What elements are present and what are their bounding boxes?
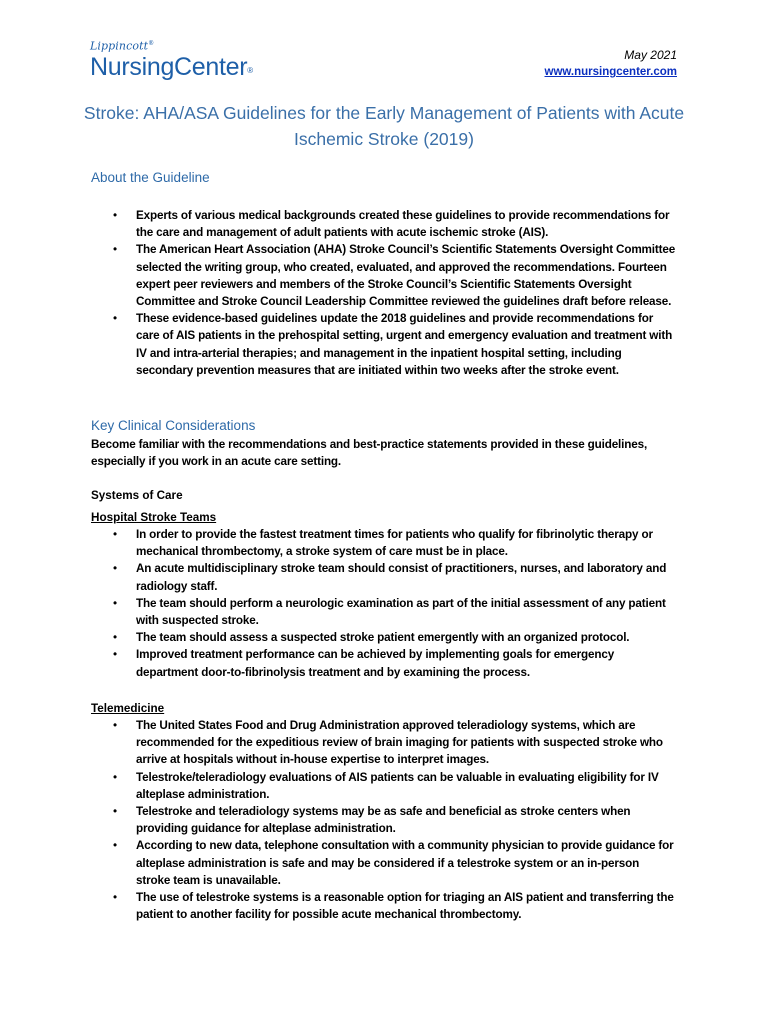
list-item: • Telestroke and teleradiology systems may be as safe and beneficial as stroke centers when providing guidance for alteplase administration. [91, 803, 676, 837]
nursingcenter-logo [90, 38, 253, 81]
hospital-stroke-teams-heading: Hospital Stroke Teams [91, 511, 217, 524]
list-item: • The American Heart Association (AHA) Stroke Council’s Scientific Statements Oversight Committee selected the writing group, who created, evaluated, and approved the recommendations. Fourteen expert peer reviewers and members of the Stroke Council’s Scientific Statements Oversight Committee and Stroke Council Leadership Committee reviewed the guidelines draft before release. [91, 241, 676, 310]
key-considerations-intro: Become familiar with the recommendations and best-practice statements provided in these guidelines, especially if you work in an acute care setting. [91, 438, 648, 469]
list-item: • An acute multidisciplinary stroke team should consist of practitioners, nurses, and laboratory and radiology staff. [91, 560, 676, 594]
list-item: • In order to provide the fastest treatment times for patients who qualify for fibrinolytic therapy or mechanical thrombectomy, a stroke system of care must be in place. [91, 526, 676, 560]
list-item: • The use of telestroke systems is a reasonable option for triaging an AIS patient and transferring the patient to another facility for possible acute mechanical thrombectomy. [91, 889, 676, 923]
list-item: • The United States Food and Drug Administration approved teleradiology systems, which are recommended for the expeditious review of brain imaging for patients with suspected stroke who arrive at hospitals without in-house expertise to interpret images. [91, 717, 676, 769]
about-list [91, 207, 676, 379]
website-link[interactable]: www.nursingcenter.com [544, 66, 677, 78]
logo-lippincott: Lippincott® [90, 39, 155, 53]
systems-of-care-heading: Systems of Care [91, 489, 183, 502]
list-item: • These evidence-based guidelines update the 2018 guidelines and provide recommendations for care of AIS patients in the prehospital setting, urgent and emergency evaluation and treatment with IV and intra-arterial therapies; and management in the inpatient hospital setting, including secondary prevention measures that are initiated within two weeks after the stroke event. [91, 310, 676, 379]
logo-nursingcenter: NursingCenter® [90, 52, 253, 81]
key-considerations-heading: Key Clinical Considerations [91, 418, 256, 433]
telemedicine-heading: Telemedicine [91, 702, 165, 715]
hospital-stroke-teams-list [91, 526, 676, 681]
list-item: • The team should assess a suspected stroke patient emergently with an organized protocol. [91, 629, 676, 646]
list-item: • Improved treatment performance can be achieved by implementing goals for emergency department door-to-fibrinolysis treatment and by examining the process. [91, 646, 676, 680]
document-title: Stroke: AHA/ASA Guidelines for the Early Management of Patients with Acute Ischemic Stroke (2019) [83, 103, 685, 149]
publication-date: May 2021 [624, 48, 677, 62]
about-heading: About the Guideline [91, 170, 210, 185]
list-item: • Experts of various medical backgrounds created these guidelines to provide recommendations for the care and management of adult patients with acute ischemic stroke (AIS). [91, 207, 676, 241]
telemedicine-list [91, 717, 676, 923]
list-item: • The team should perform a neurologic examination as part of the initial assessment of any patient with suspected stroke. [91, 595, 676, 629]
list-item: • Telestroke/teleradiology evaluations of AIS patients can be valuable in evaluating eligibility for IV alteplase administration. [91, 769, 676, 803]
header-meta [545, 47, 678, 80]
list-item: • According to new data, telephone consultation with a community physician to provide guidance for alteplase administration is safe and may be considered if a telestroke system or an in-person stroke team is unavailable. [91, 837, 676, 889]
